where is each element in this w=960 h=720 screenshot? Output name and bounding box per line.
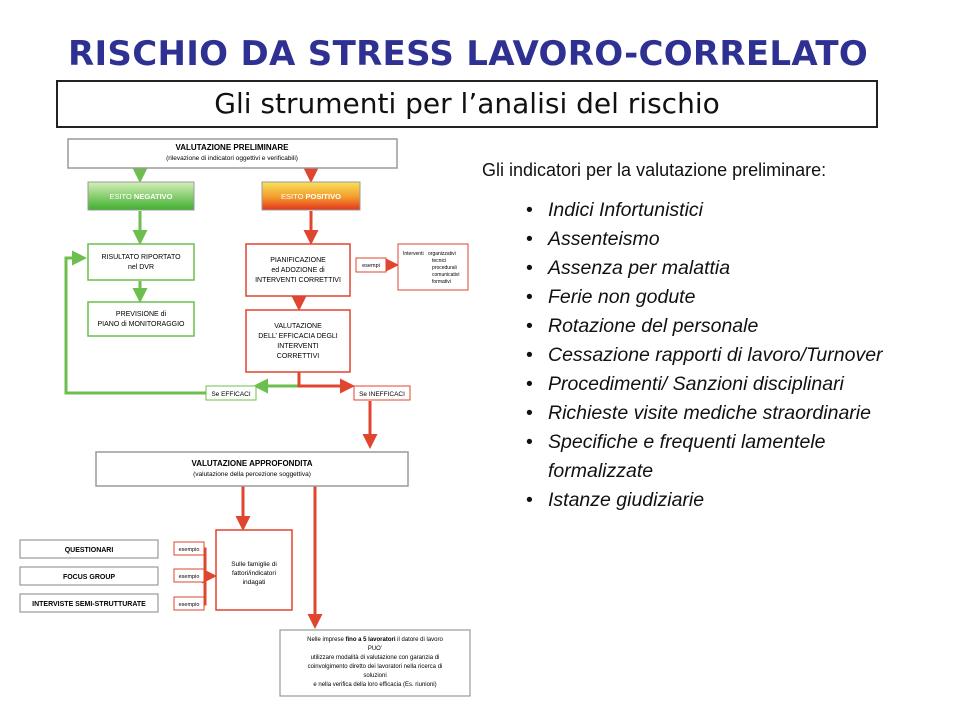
note-l2: PUO’ (367, 646, 383, 652)
box-pianificazione (246, 244, 350, 296)
box-valutazione-approfondita (96, 452, 408, 486)
box-valutazione-preliminare (68, 139, 397, 168)
esempio-3: esempio (178, 602, 200, 608)
esito-neg-prefix: ESITO (109, 192, 134, 201)
svg-text:ESITO POSITIVO (281, 192, 341, 201)
interventi-type-3: comunicativi (432, 272, 460, 278)
page-subtitle: Gli strumenti per l’analisi del rischio (56, 80, 878, 128)
note-l1b: fino a 5 lavoratori (345, 637, 396, 643)
page-title: RISCHIO DA STRESS LAVORO-CORRELATO (68, 34, 869, 74)
box-note-imprese (280, 630, 470, 696)
esempio-2: esempio (178, 574, 200, 580)
box-esempi (356, 258, 386, 272)
svg-text:ESITO NEGATIVO (109, 192, 172, 201)
box-questionari (20, 540, 158, 558)
list-item: • Assenza per malattia (526, 254, 926, 283)
prelim-title: VALUTAZIONE PRELIMINARE (175, 143, 289, 152)
previsione-l2: PIANO di MONITORAGGIO (97, 321, 185, 328)
previsione-l1: PREVISIONE di (115, 311, 167, 318)
box-interventi (398, 244, 468, 290)
box-esempio-3 (174, 597, 204, 610)
list-item: • Cessazione rapporti di lavoro/Turnover (526, 341, 926, 370)
note-l5: soluzioni (363, 673, 387, 679)
valut-l1: VALUTAZIONE (274, 323, 322, 330)
indicators-list (526, 196, 926, 515)
box-interviste (20, 594, 158, 612)
focus-group-label: FOCUS GROUP (62, 574, 116, 581)
note-l1c: il datore di lavoro (395, 637, 443, 643)
box-esempio-1 (174, 542, 204, 555)
valut-l3: INTERVENTI (277, 343, 319, 350)
esempio-1: esempio (178, 547, 200, 553)
valut-l4: CORRETTIVI (276, 353, 320, 360)
connector-valutazione-efficaci (256, 372, 299, 386)
box-focus-group (20, 567, 158, 585)
box-previsione-monitoraggio (88, 302, 194, 336)
questionari-label: QUESTIONARI (64, 547, 114, 554)
svg-text:Nelle imprese fino a 5 lavorat (307, 637, 443, 643)
box-se-inefficaci (354, 386, 410, 400)
prelim-sub: (rilevazione di indicatori oggettivi e verificabili) (166, 155, 298, 162)
esito-neg-bold: NEGATIVO (133, 192, 173, 201)
pianif-l1: PIANIFICAZIONE (270, 257, 326, 264)
esito-pos-prefix: ESITO (281, 192, 306, 201)
risultato-l2: nel DVR (127, 264, 155, 271)
interventi-label: Interventi (403, 251, 424, 257)
note-l4: coinvolgimento diretto dei lavoratori nella ricerca di (307, 664, 443, 670)
box-esempio-2 (174, 569, 204, 582)
risultato-l1: RISULTATO RIPORTATO (101, 254, 181, 261)
list-item: • Ferie non godute (526, 283, 926, 312)
valut-l2: DELL’ EFFICACIA DEGLI (258, 333, 338, 340)
connector-valutazione-inefficaci (299, 372, 352, 386)
interventi-type-2: procedurali (432, 265, 457, 271)
list-item: • Istanze giudiziarie (526, 486, 926, 515)
box-famiglie-indicatori (216, 530, 292, 610)
approf-sub: (valutazione della percezione soggettiva) (193, 471, 311, 478)
list-item: • Indici Infortunistici (526, 196, 926, 225)
list-item: • Assenteismo (526, 225, 926, 254)
list-item: • Richieste visite mediche straordinarie (526, 399, 926, 428)
approf-title: VALUTAZIONE APPROFONDITA (191, 459, 313, 468)
box-risultato-dvr (88, 244, 194, 280)
famiglie-l2: fattori/indicatori (231, 570, 277, 577)
pianif-l3: INTERVENTI CORRETTIVI (255, 277, 341, 284)
list-item: • Specifiche e frequenti lamentele formalizzate (526, 428, 926, 486)
se-inefficaci-label: Se INEFFICACI (359, 391, 405, 398)
indicators-heading: Gli indicatori per la valutazione preliminare: (482, 160, 827, 180)
note-l1a: Nelle imprese (307, 637, 346, 643)
box-esito-positivo (262, 182, 360, 210)
interventi-type-1: tecnici (432, 258, 447, 264)
esito-pos-bold: POSITIVO (305, 192, 341, 201)
famiglie-l3: indagati (242, 579, 266, 586)
esempi-label: esempi (362, 263, 380, 269)
note-l3: utilizzare modalità di valutazione con garanzia di (310, 655, 440, 661)
pianif-l2: ed ADOZIONE di (271, 267, 325, 274)
interventi-type-4: formativi (432, 279, 451, 285)
interventi-type-0: organizzativi (428, 251, 456, 257)
note-l6: e nella verifica della loro efficacia (Es. riunioni) (313, 682, 437, 688)
list-item: • Rotazione del personale (526, 312, 926, 341)
box-valutazione-efficacia (246, 310, 350, 372)
interviste-label: INTERVISTE SEMI-STRUTTURATE (32, 601, 146, 608)
box-se-efficaci (206, 386, 256, 400)
box-esito-negativo (88, 182, 194, 210)
famiglie-l1: Sulle famiglie di (231, 561, 277, 568)
se-efficaci-label: Se EFFICACI (211, 391, 251, 398)
list-item: • Procedimenti/ Sanzioni disciplinari (526, 370, 926, 399)
